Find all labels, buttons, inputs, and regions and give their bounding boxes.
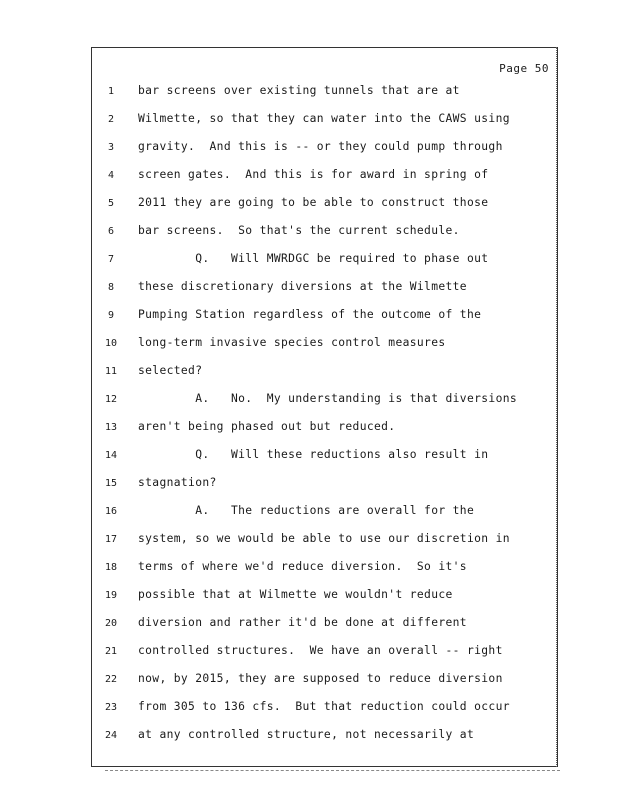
- transcript-line: [92, 587, 559, 607]
- transcript-line: [92, 475, 559, 495]
- line-number: 20: [104, 618, 118, 629]
- line-number: 5: [107, 198, 115, 209]
- transcript-line: [92, 671, 559, 691]
- transcript-line: [92, 195, 559, 215]
- line-number: 1: [107, 86, 115, 97]
- transcript-line: [92, 643, 559, 663]
- line-text: possible that at Wilmette we wouldn't reduce: [138, 588, 453, 601]
- line-text: long-term invasive species control measures: [138, 336, 446, 349]
- transcript-line: [92, 251, 559, 271]
- transcript-line: [92, 727, 559, 747]
- transcript-line: [92, 615, 559, 635]
- line-text: bar screens. So that's the current schedule.: [138, 224, 460, 237]
- transcript-line: [92, 447, 559, 467]
- line-number: 10: [104, 338, 118, 349]
- line-text: system, so we would be able to use our discretion in: [138, 532, 510, 545]
- transcript-line: [92, 167, 559, 187]
- line-number: 14: [104, 450, 118, 461]
- line-text: Pumping Station regardless of the outcome of the: [138, 308, 482, 321]
- line-text: stagnation?: [138, 476, 217, 489]
- transcript-line: [92, 419, 559, 439]
- line-text: A. No. My understanding is that diversions: [138, 392, 518, 405]
- line-text: these discretionary diversions at the Wilmette: [138, 280, 467, 293]
- line-text: A. The reductions are overall for the: [138, 504, 475, 517]
- line-text: selected?: [138, 364, 203, 377]
- transcript-line: [92, 699, 559, 719]
- line-number: 15: [104, 478, 118, 489]
- line-number: 8: [107, 282, 115, 293]
- transcript-line: [92, 307, 559, 327]
- line-number: 6: [107, 226, 115, 237]
- line-number: 22: [104, 674, 118, 685]
- line-text: at any controlled structure, not necessarily at: [138, 728, 475, 741]
- line-number: 13: [104, 422, 118, 433]
- transcript-line: [92, 363, 559, 383]
- line-text: aren't being phased out but reduced.: [138, 420, 396, 433]
- page-number: Page 50: [499, 62, 549, 75]
- transcript-line: [92, 503, 559, 523]
- line-text: 2011 they are going to be able to construct those: [138, 196, 489, 209]
- line-text: screen gates. And this is for award in spring of: [138, 168, 489, 181]
- transcript-line: [92, 223, 559, 243]
- line-text: diversion and rather it'd be done at different: [138, 616, 467, 629]
- line-text: now, by 2015, they are supposed to reduce diversion: [138, 672, 503, 685]
- transcript-line: [92, 531, 559, 551]
- line-number: 23: [104, 702, 118, 713]
- line-number: 2: [107, 114, 115, 125]
- page-edge-divider: [556, 47, 562, 767]
- line-text: controlled structures. We have an overall -- right: [138, 644, 503, 657]
- line-number: 3: [107, 142, 115, 153]
- line-number: 7: [107, 254, 115, 265]
- line-text: from 305 to 136 cfs. But that reduction could occur: [138, 700, 510, 713]
- line-number: 19: [104, 590, 118, 601]
- transcript-page: [91, 47, 558, 767]
- line-number: 16: [104, 506, 118, 517]
- line-text: bar screens over existing tunnels that are at: [138, 84, 460, 97]
- line-text: Q. Will these reductions also result in: [138, 448, 489, 461]
- line-text: terms of where we'd reduce diversion. So it's: [138, 560, 467, 573]
- line-text: gravity. And this is -- or they could pump through: [138, 140, 503, 153]
- transcript-line: [92, 391, 559, 411]
- line-number: 17: [104, 534, 118, 545]
- scan-bottom-edge: [105, 770, 560, 774]
- transcript-line: [92, 111, 559, 131]
- line-number: 11: [104, 366, 118, 377]
- transcript-line: [92, 83, 559, 103]
- line-text: Wilmette, so that they can water into the CAWS using: [138, 112, 510, 125]
- line-number: 21: [104, 646, 118, 657]
- line-number: 18: [104, 562, 118, 573]
- transcript-line: [92, 559, 559, 579]
- transcript-line: [92, 139, 559, 159]
- line-number: 24: [104, 730, 118, 741]
- line-number: 4: [107, 170, 115, 181]
- line-number: 9: [107, 310, 115, 321]
- transcript-line: [92, 279, 559, 299]
- transcript-line: [92, 335, 559, 355]
- line-number: 12: [104, 394, 118, 405]
- line-text: Q. Will MWRDGC be required to phase out: [138, 252, 489, 265]
